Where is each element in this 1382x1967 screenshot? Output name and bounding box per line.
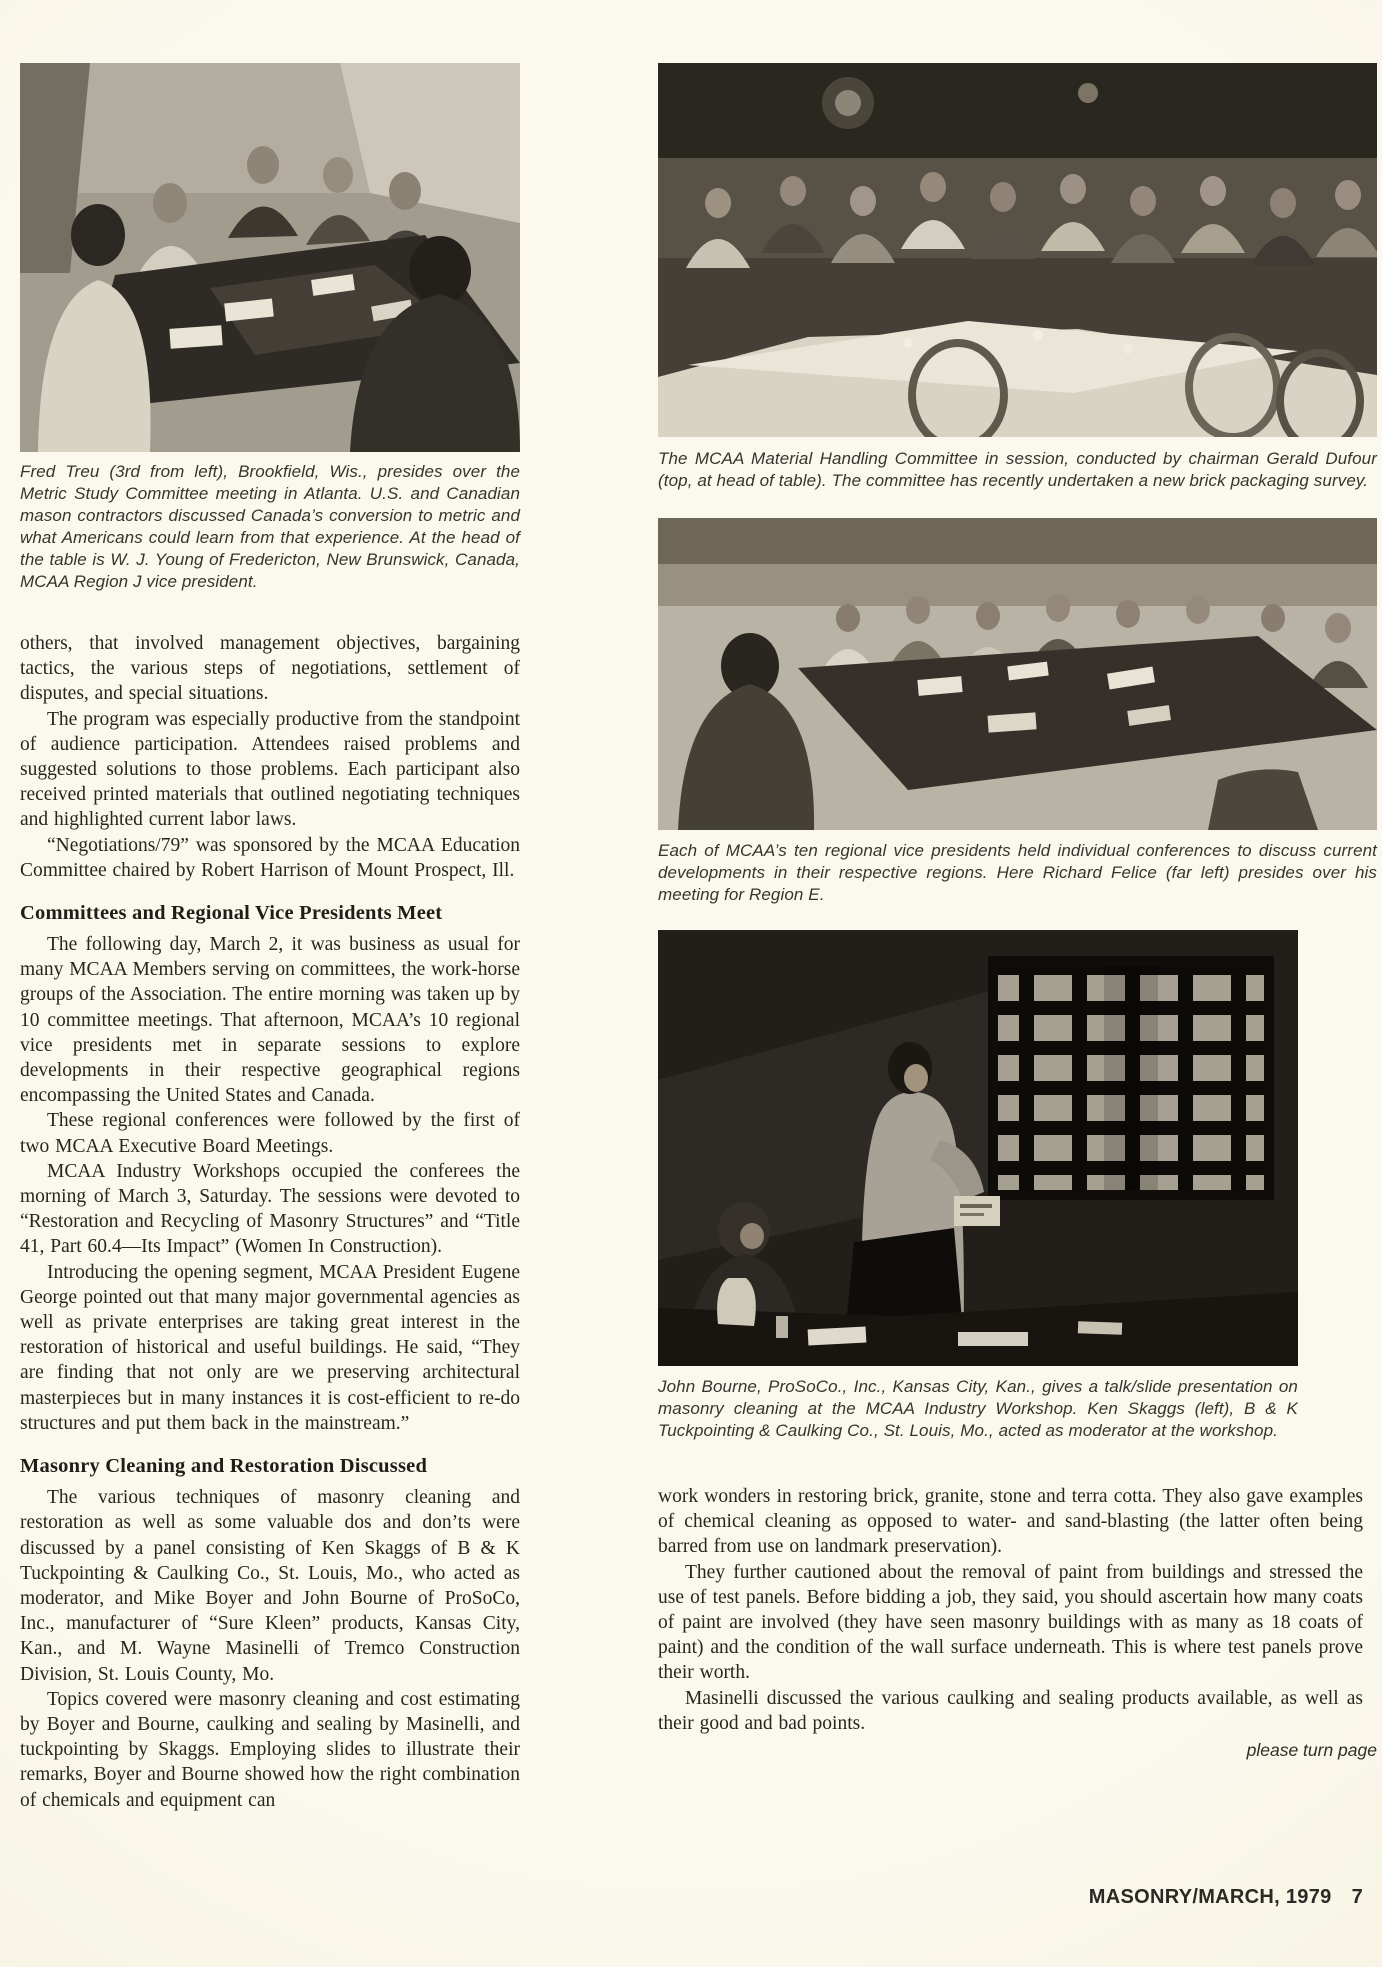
material-handling-caption: The MCAA Material Handling Committee in session, conducted by chairman Gerald Dufour (top, at head of table). The committee has recently undertaken a new brick packaging survey. <box>658 449 1377 490</box>
workshop-presentation-caption: John Bourne, ProSoCo., Inc., Kansas City, Kan., gives a talk/slide presentation on masonry cleaning at the MCAA Industry Workshop. Ken Skaggs (left), B & K Tuckpointing & Caulking Co., St. Louis, Mo., acted as moderator at the workshop. <box>658 1377 1298 1440</box>
page-number: 7 <box>1351 1886 1363 1908</box>
material-handling-photo <box>658 63 1377 492</box>
workshop-presentation-photo <box>658 930 1298 1442</box>
article-paragraph: These regional conferences were followed by the first of two MCAA Executive Board Meetings. <box>20 1110 520 1157</box>
article-paragraph: They further cautioned about the removal of paint from buildings and stressed the use of test panels. Before bidding a job, they said, you should ascertain how many coats of paint are involved (they have seen masonry buildings with as many as 18 coats of paint) and the condition of the wall surface underneath. This is where test panels prove their worth. <box>658 1561 1363 1684</box>
regional-conference-photo-art <box>658 518 1377 830</box>
please-turn-page-note: please turn page <box>1246 1740 1377 1761</box>
article-paragraph: Masinelli discussed the various caulking and sealing products available, as well as their good and bad points. <box>658 1687 1363 1734</box>
article-paragraph: The program was especially productive from the standpoint of audience participation. Attendees raised problems and suggested solutions to those problems. Each participant also received printed materials that outlined negotiating techniques and highlighted current labor laws. <box>20 708 520 831</box>
metric-study-photo <box>20 63 520 593</box>
article-paragraph: Topics covered were masonry cleaning and cost estimating by Boyer and Bourne, caulking and sealing by Masinelli, and tuckpointing by Skaggs. Employing slides to illustrate their remarks, Boyer and Bourne showed how the right combination of chemicals and equipment can <box>20 1688 520 1811</box>
article-paragraph: Introducing the opening segment, MCAA President Eugene George pointed out that many major governmental agencies as well as private enterprises are taking great interest in the restoration of historical and useful buildings. He said, “They are finding that not only are we preserving architectural masterpieces but in many instances it is cost-efficient to re-do structures and put them back in the mainstream.” <box>20 1261 520 1434</box>
regional-conference-caption: Each of MCAA’s ten regional vice presidents held individual conferences to discuss current developments in their respective regions. Here Richard Felice (far left) presides over his meeting for Region E. <box>658 841 1377 904</box>
article-paragraph: others, that involved management objectives, bargaining tactics, the various steps of negotiations, settlement of disputes, and special situations. <box>20 633 520 705</box>
workshop-presentation-photo-art <box>658 930 1298 1366</box>
material-handling-photo-art <box>658 63 1377 437</box>
article-paragraph: work wonders in restoring brick, granite, stone and terra cotta. They also gave examples of chemical cleaning as opposed to water- and sand-blasting (the latter often being barred from use on landmark preservation). <box>658 1486 1363 1558</box>
page-footer <box>658 1886 1363 1909</box>
article-paragraph: MCAA Industry Workshops occupied the conferees the morning of March 3, Saturday. The sessions were devoted to “Restoration and Recycling of Masonry Structures” and “Title 41, Part 60.4—Its Impact” (Women In Construction). <box>20 1160 520 1258</box>
committees-heading: Committees and Regional Vice Presidents Meet <box>20 902 443 925</box>
metric-study-photo-art <box>20 63 520 452</box>
regional-conference-photo <box>658 518 1377 906</box>
right-body-text <box>658 1484 1363 1736</box>
right-column <box>658 0 1377 1761</box>
article-paragraph: “Negotiations/79” was sponsored by the MCAA Education Committee chaired by Robert Harrison of Mount Prospect, Ill. <box>20 834 520 881</box>
journal-title: MASONRY/MARCH, 1979 <box>1088 1886 1332 1908</box>
masonry-cleaning-heading: Masonry Cleaning and Restoration Discussed <box>20 1455 428 1478</box>
metric-study-caption: Fred Treu (3rd from left), Brookfield, Wis., presides over the Metric Study Committee meeting in Atlanta. U.S. and Canadian mason contractors discussed Canada’s conversion to metric and what Americans could learn from that experience. At the head of the table is W. J. Young of Fredericton, New Brunswick, Canada, MCAA Region J vice president. <box>20 462 520 591</box>
article-paragraph: The following day, March 2, it was business as usual for many MCAA Members serving on committees, the work-horse groups of the Association. The entire morning was taken up by 10 committee meetings. That afternoon, MCAA’s 10 regional vice presidents met in separate sessions to explore developments in their respective geographical regions encompassing the United States and Canada. <box>20 934 520 1107</box>
article-paragraph: The various techniques of masonry cleaning and restoration as well as some valuable dos and don’ts were discussed by a panel consisting of Ken Skaggs of B & K Tuckpointing & Caulking Co., St. Louis, Mo., who acted as moderator, and Mike Boyer and John Bourne of ProSoCo, Inc., manufacturer of “Sure Kleen” products, Kansas City, Kan., and M. Wayne Masinelli of Tremco Construction Division, St. Louis County, Mo. <box>20 1487 520 1685</box>
left-body-text <box>20 631 520 1813</box>
left-column <box>20 0 520 1813</box>
